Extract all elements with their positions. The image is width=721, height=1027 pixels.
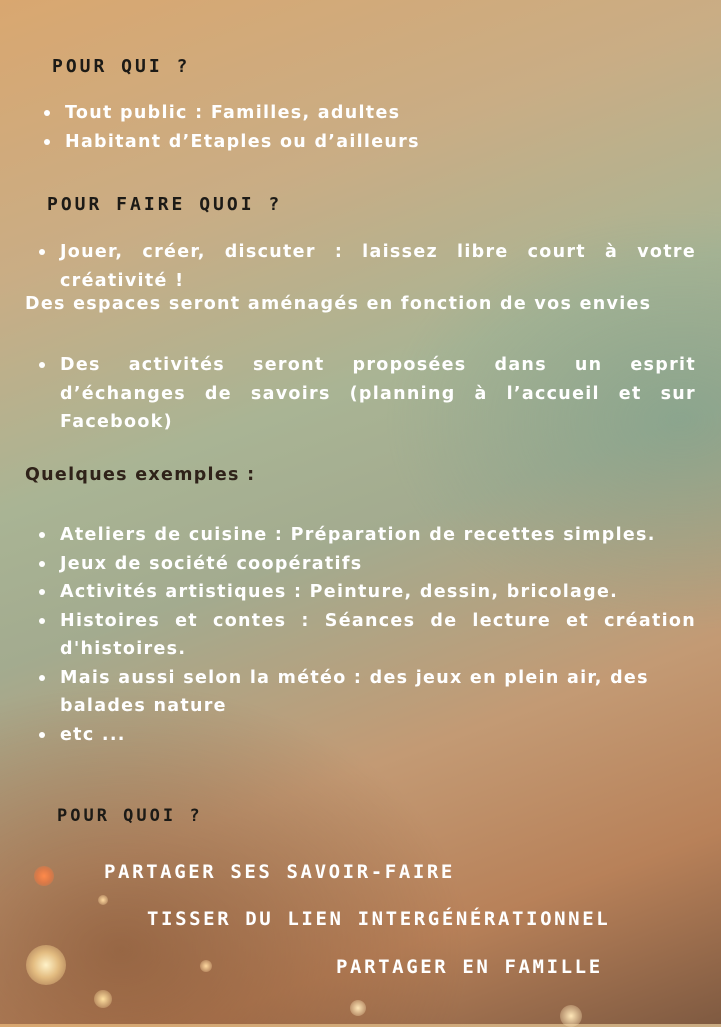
list-item: etc ... — [60, 721, 696, 750]
list-item: Tout public : Familles, adultes — [65, 99, 705, 128]
heading-pour-quoi: POUR QUOI ? — [57, 806, 203, 826]
list-item: Mais aussi selon la météo : des jeux en plein air, des balades nature — [60, 664, 696, 721]
slogan-famille: PARTAGER EN FAMILLE — [336, 956, 603, 978]
list-item: Jeux de société coopératifs — [60, 550, 696, 579]
exemples-label: Quelques exemples : — [25, 465, 256, 485]
slogan-lien-intergenerationnel: TISSER DU LIEN INTERGÉNÉRATIONNEL — [147, 908, 611, 930]
list-item: Activités artistiques : Peinture, dessin, bricolage. — [60, 578, 696, 607]
exemples-list — [60, 521, 696, 749]
bokeh-light — [26, 945, 66, 985]
bokeh-light — [34, 866, 54, 886]
bokeh-light — [98, 895, 108, 905]
heading-pour-qui: POUR QUI ? — [52, 56, 191, 77]
bokeh-light — [200, 960, 212, 972]
espaces-note: Des espaces seront aménagés en fonction de vos envies — [25, 294, 652, 314]
list-item: Ateliers de cuisine : Préparation de recettes simples. — [60, 521, 696, 550]
list-item: Jouer, créer, discuter : laissez libre court à votre créativité ! — [60, 238, 696, 295]
bokeh-light — [350, 1000, 366, 1016]
pour-faire-quoi-list-1 — [60, 238, 696, 295]
list-item: Habitant d’Etaples ou d’ailleurs — [65, 128, 705, 157]
pour-faire-quoi-list-2 — [60, 351, 696, 437]
list-item: Histoires et contes : Séances de lecture et création d'histoires. — [60, 607, 696, 664]
list-item: Des activités seront proposées dans un esprit d’échanges de savoirs (planning à l’accueil et sur Facebook) — [60, 351, 696, 437]
heading-pour-faire-quoi: POUR FAIRE QUOI ? — [47, 194, 283, 215]
bokeh-light — [94, 990, 112, 1008]
pour-qui-list — [65, 99, 705, 156]
slogan-savoir-faire: PARTAGER SES SAVOIR-FAIRE — [104, 861, 455, 883]
